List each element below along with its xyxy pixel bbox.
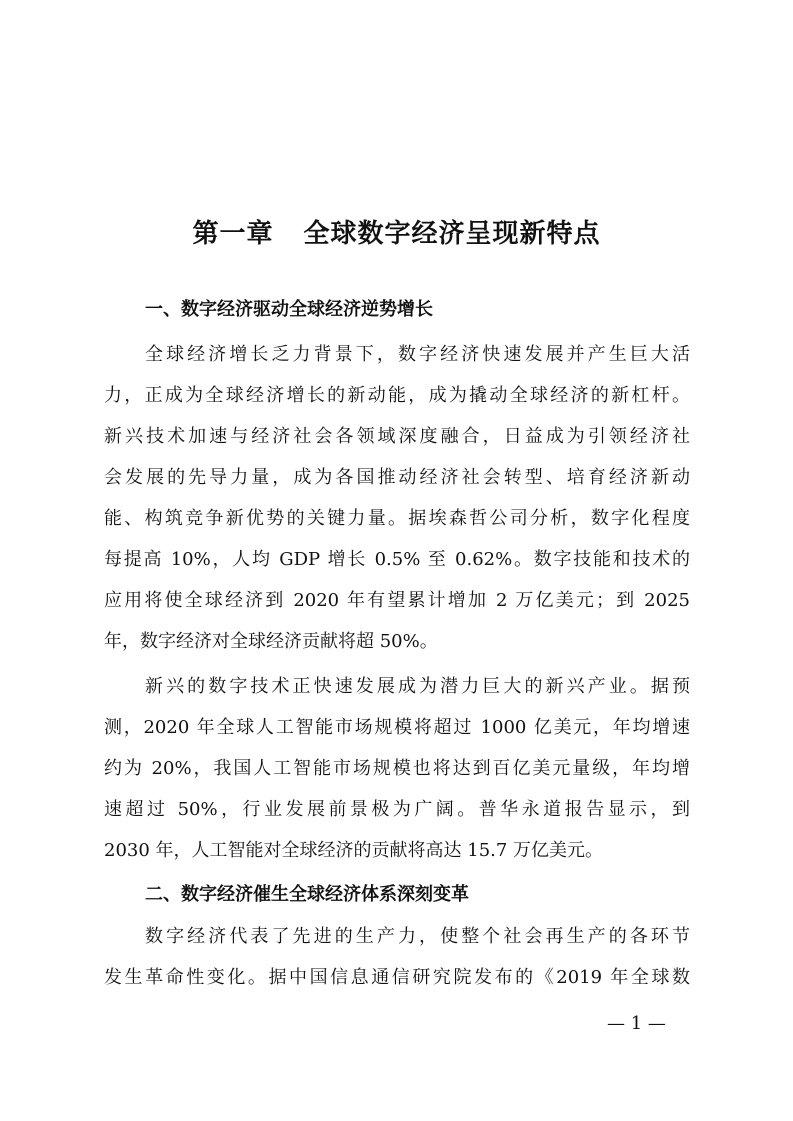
chapter-number: 第一章	[192, 219, 274, 249]
paragraph-line: 测，2020 年全球人工智能市场规模将超过 1000 亿美元，年均增速	[104, 717, 690, 738]
paragraph-line: 全球经济增长乏力背景下，数字经济快速发展并产生巨大活	[145, 344, 690, 365]
section-heading-1: 一、数字经济驱动全球经济逆势增长	[145, 299, 433, 320]
paragraph-line: 每提高 10%，人均 GDP 增长 0.5% 至 0.62%。数字技能和技术的	[104, 549, 690, 570]
paragraph-line: 应用将使全球经济到 2020 年有望累计增加 2 万亿美元；到 2025	[104, 590, 690, 611]
paragraph-line: 发生革命性变化。据中国信息通信研究院发布的《2019 年全球数	[104, 967, 690, 988]
section-heading-2: 二、数字经济催生全球经济体系深刻变革	[145, 884, 469, 905]
paragraph-line: 约为 20%，我国人工智能市场规模也将达到百亿美元量级，年均增	[104, 758, 690, 779]
paragraph-line: 会发展的先导力量，成为各国推动经济社会转型、培育经济新动	[104, 467, 690, 488]
paragraph-line: 数字经济代表了先进的生产力，使整个社会再生产的各环节	[145, 926, 690, 947]
chapter-title	[0, 213, 793, 250]
paragraph-line: 新兴的数字技术正快速发展成为潜力巨大的新兴产业。据预	[145, 676, 690, 697]
paragraph-line: 能、构筑竞争新优势的关键力量。据埃森哲公司分析，数字化程度	[104, 508, 690, 529]
chapter-title-text: 全球数字经济呈现新特点	[303, 219, 601, 249]
paragraph-line: 力，正成为全球经济增长的新动能，成为撬动全球经济的新杠杆。	[104, 385, 690, 406]
paragraph-line: 新兴技术加速与经济社会各领域深度融合，日益成为引领经济社	[104, 426, 690, 447]
paragraph-line: 2030 年，人工智能对全球经济的贡献将高达 15.7 万亿美元。	[104, 840, 604, 861]
paragraph-line: 速超过 50%，行业发展前景极为广阔。普华永道报告显示，到	[104, 799, 690, 820]
page-number: — 1 —	[607, 1013, 666, 1034]
paragraph-line: 年，数字经济对全球经济贡献将超 50%。	[104, 631, 438, 652]
